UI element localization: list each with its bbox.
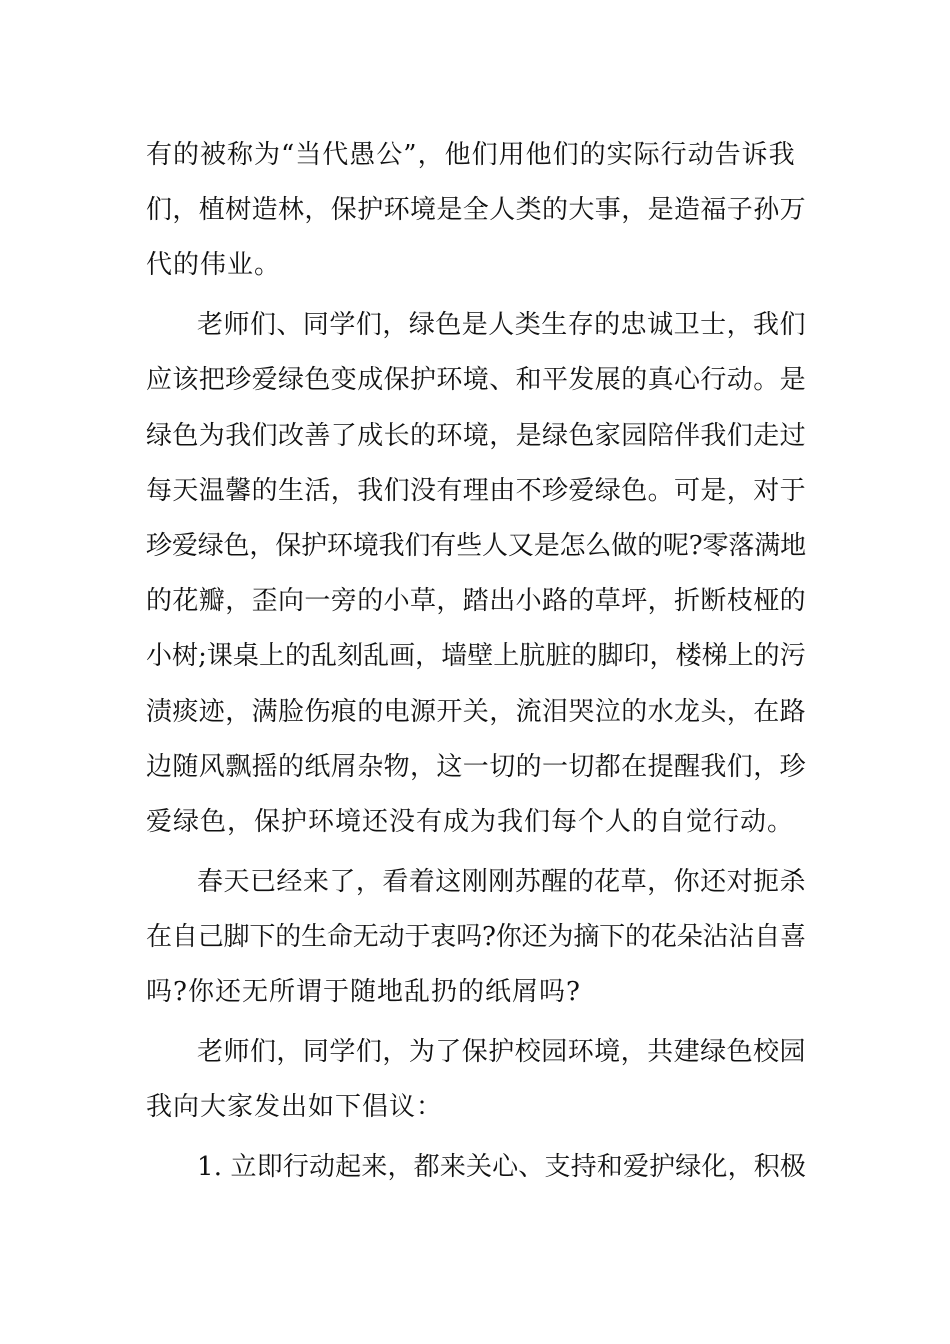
text-line-8: 珍爱绿色，保护环境我们有些人又是怎么做的呢?零落满地 <box>146 531 806 561</box>
text-line-18: 我向大家发出如下倡议： <box>146 1092 444 1122</box>
text-line-14: 春天已经来了，看着这刚刚苏醒的花草，你还对扼杀 <box>197 867 807 897</box>
text-line-7: 每天温馨的生活，我们没有理由不珍爱绿色。可是，对于 <box>146 476 807 506</box>
text-line-15: 在自己脚下的生命无动于衷吗?你还为摘下的花朵沾沾自喜 <box>146 922 806 952</box>
text-line-12: 边随风飘摇的纸屑杂物，这一切的一切都在提醒我们，珍 <box>146 752 807 782</box>
text-line-6: 绿色为我们改善了成长的环境，是绿色家园陪伴我们走过 <box>146 421 807 451</box>
text-line-5: 应该把珍爱绿色变成保护环境、和平发展的真心行动。是 <box>146 365 807 395</box>
text-line-16: 吗?你还无所谓于随地乱扔的纸屑吗? <box>146 977 581 1007</box>
text-line-11: 渍痰迹，满脸伤痕的电源开关，流泪哭泣的水龙头，在路 <box>146 697 807 727</box>
text-line-13: 爱绿色，保护环境还没有成为我们每个人的自觉行动。 <box>146 807 795 837</box>
text-line-4: 老师们、同学们，绿色是人类生存的忠诚卫士，我们 <box>197 310 807 340</box>
text-line-19: 1. 立即行动起来，都来关心、支持和爱护绿化，积极 <box>197 1152 807 1182</box>
text-line-1: 有的被称为“当代愚公”，他们用他们的实际行动告诉我 <box>146 140 796 170</box>
text-line-2: 们，植树造林，保护环境是全人类的大事，是造福子孙万 <box>146 195 807 225</box>
text-line-17: 老师们，同学们，为了保护校园环境，共建绿色校园 <box>197 1037 807 1067</box>
text-line-9: 的花瓣，歪向一旁的小草，踏出小路的草坪，折断枝桠的 <box>146 586 807 616</box>
text-line-10: 小树;课桌上的乱刻乱画，墙壁上肮脏的脚印，楼梯上的污 <box>146 641 806 671</box>
text-line-3: 代的伟业。 <box>146 250 282 280</box>
